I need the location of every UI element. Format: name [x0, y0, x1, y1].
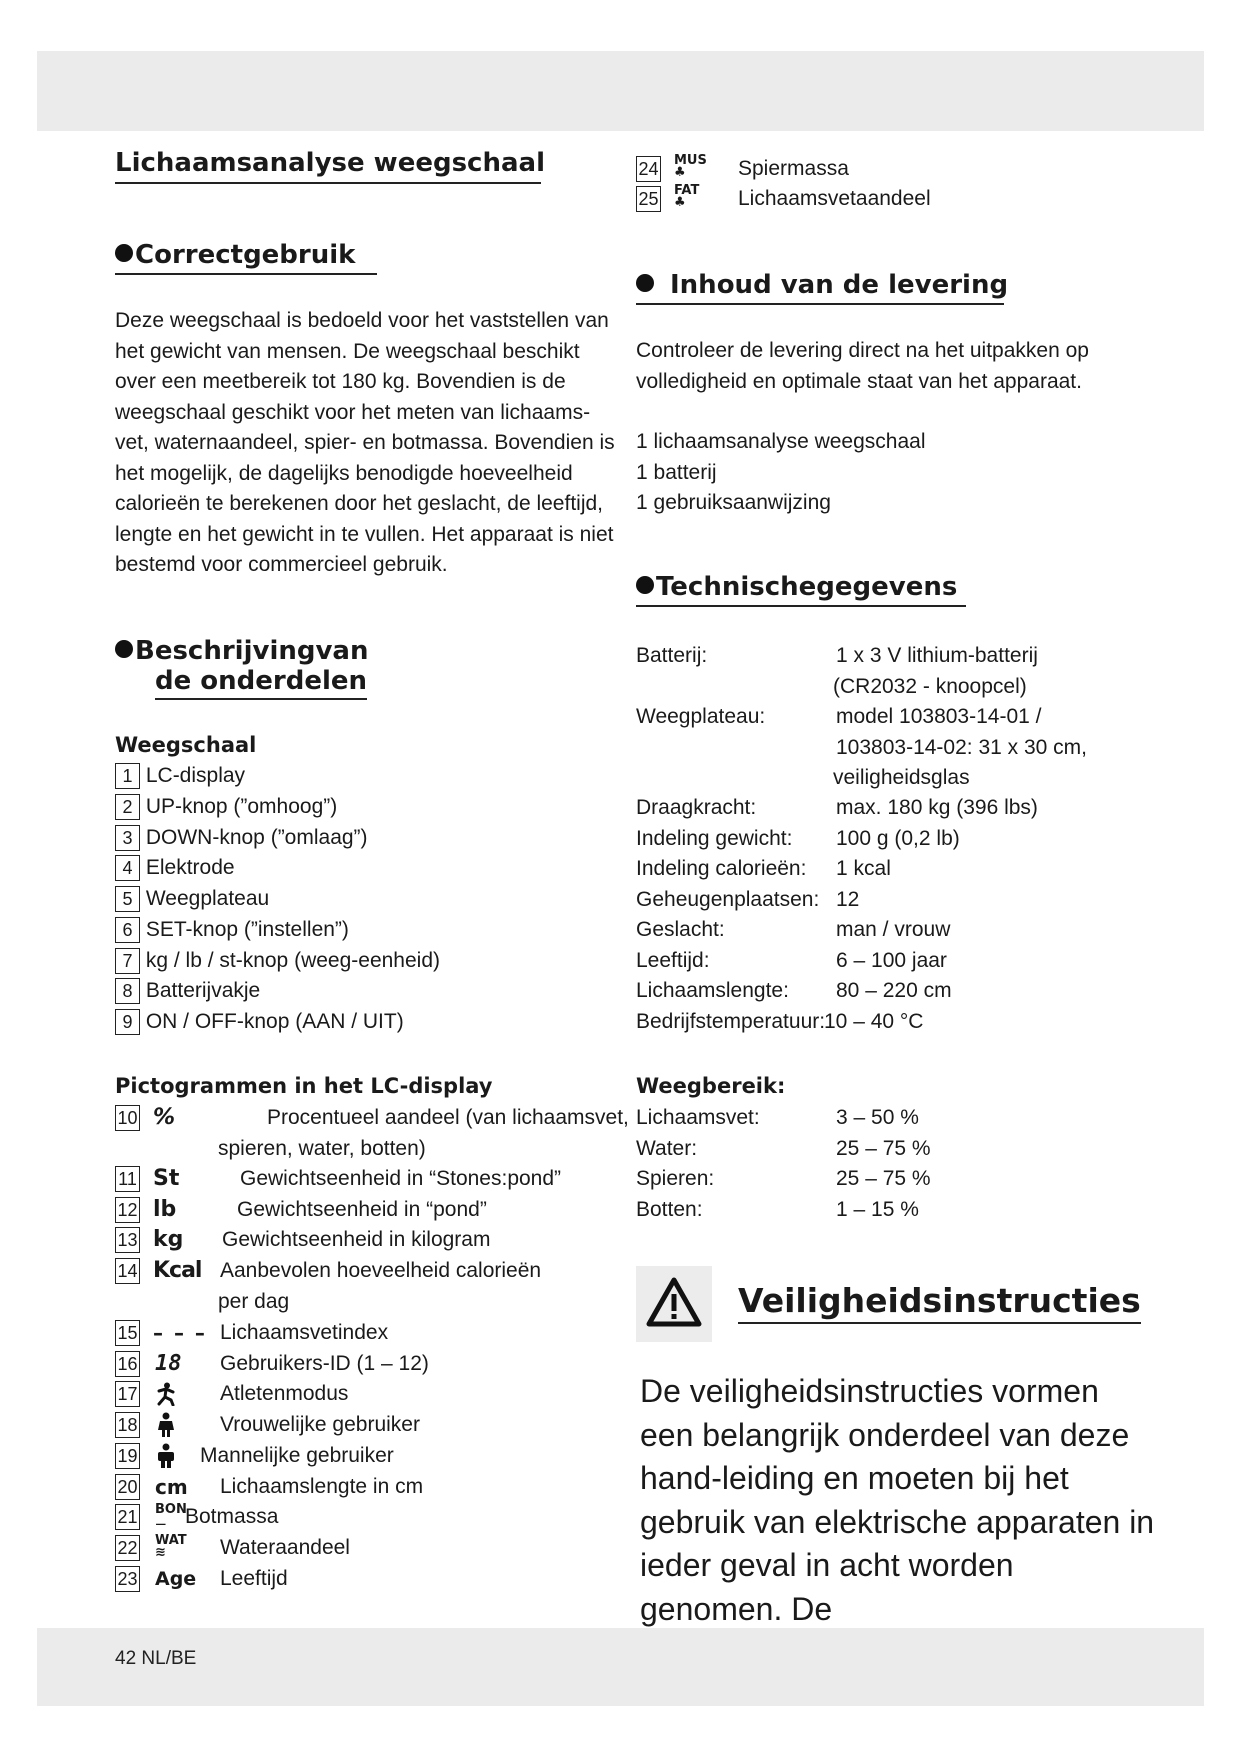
item-label: Gewichtseenheid in “pond” [237, 1198, 487, 1221]
item-label: Lichaamsvetindex [220, 1321, 389, 1344]
list-item [115, 946, 440, 976]
bone-mass-icon-text: BON [155, 1502, 187, 1517]
scale-heading: Weegschaal [115, 733, 257, 757]
item-number: 11 [115, 1166, 140, 1192]
range-key: Spieren: [636, 1167, 715, 1190]
item-number: 12 [115, 1197, 140, 1223]
item-number: 13 [115, 1227, 140, 1253]
range-row [636, 1164, 1156, 1195]
tech-key: Lichaamslengte: [636, 979, 789, 1002]
language-code: NL/BE [141, 1648, 197, 1669]
tech-row [636, 824, 1156, 855]
tech-row [636, 946, 1156, 977]
contents-heading-text: Inhoud van de levering [670, 270, 1009, 300]
item-label: Batterijvakje [145, 979, 261, 1002]
page-number: 42 [115, 1648, 137, 1669]
age-icon: Age [155, 1568, 197, 1590]
pictograms-heading: Pictogrammen in het LC-display [115, 1074, 493, 1098]
item-label: SET-knop (”instellen”) [145, 918, 349, 941]
item-number: 1 [115, 763, 140, 789]
fat-icon-text: FAT [674, 183, 700, 198]
safety-heading: Veiligheidsinstructies [738, 1281, 1141, 1324]
list-item [115, 915, 349, 945]
body-fat-index-icon: – – – [153, 1321, 207, 1345]
tech-value: 10 – 40 °C [824, 1010, 924, 1033]
item-number: 8 [115, 978, 140, 1004]
tech-key: Indeling gewicht: [636, 827, 793, 850]
list-item [115, 1007, 404, 1037]
tech-row [636, 854, 1156, 885]
item-label-continued: spieren, water, botten) [218, 1137, 426, 1160]
pictogram-row [636, 154, 1036, 184]
range-value: 3 – 50 % [836, 1106, 919, 1129]
tech-heading-text: Technischegegevens [656, 572, 958, 602]
tech-key: Bedrijfstemperatuur: [636, 1010, 826, 1033]
item-number: 7 [115, 948, 140, 974]
range-key: Water: [636, 1137, 698, 1160]
parts-heading-line2: de onderdelen [155, 666, 367, 700]
tech-key: Geslacht: [636, 918, 725, 941]
female-user-icon [155, 1412, 177, 1438]
muscle-icon-text: MUS [674, 153, 707, 168]
water-icon: WAT ≋ [155, 1533, 187, 1560]
percent-icon: % [153, 1105, 176, 1130]
range-value: 25 – 75 % [836, 1137, 931, 1160]
bullet-icon [636, 576, 654, 594]
tech-value: max. 180 kg (396 lbs) [836, 796, 1038, 819]
pictogram-row [115, 1502, 645, 1532]
tech-value: 1 kcal [836, 857, 891, 880]
item-label: Lichaamsvetaandeel [738, 187, 931, 210]
pictogram-row [115, 1164, 645, 1194]
item-label: UP-knop (”omhoog”) [145, 795, 338, 818]
pictogram-row [115, 1564, 645, 1594]
tech-key: Leeftijd: [636, 949, 710, 972]
kilogram-icon: kg [153, 1227, 184, 1252]
pictogram-row [115, 1410, 645, 1440]
warning-icon [636, 1266, 712, 1342]
bullet-icon [636, 274, 654, 292]
item-label: Procentueel aandeel (van lichaamsvet, [267, 1106, 629, 1129]
item-label: DOWN-knop (”omlaag”) [145, 826, 368, 849]
pictogram-row [115, 1533, 645, 1563]
item-number: 21 [115, 1504, 140, 1530]
item-number: 20 [115, 1474, 140, 1500]
tech-value: man / vrouw [836, 918, 951, 941]
correct-use-heading-text: Correctgebruik [135, 240, 356, 270]
list-item [115, 823, 368, 853]
contents-intro: Controleer de levering direct na het uitpakken op volledigheid en optimale staat van het apparaat. [636, 339, 1089, 393]
range-value: 1 – 15 % [836, 1198, 919, 1221]
tech-row [636, 641, 1156, 702]
contents-list [636, 427, 926, 519]
tech-value: 80 – 220 cm [836, 979, 952, 1002]
item-label: Mannelijke gebruiker [200, 1444, 394, 1467]
item-label: Atletenmodus [220, 1382, 349, 1405]
item-label: Aanbevolen hoeveelheid calorieën [220, 1259, 542, 1282]
pound-icon: lb [153, 1197, 177, 1222]
item-label: Lichaamslengte in cm [220, 1475, 424, 1498]
pictogram-row [115, 1441, 645, 1471]
safety-text: De veiligheidsinstructies vormen een belangrijk onderdeel van deze hand-leiding en moeten bij het gebruik van elektrische apparaten in ieder geval in acht worden genomen. De [640, 1373, 1155, 1627]
item-number: 15 [115, 1320, 140, 1346]
item-number: 18 [115, 1412, 140, 1438]
bullet-icon [115, 640, 133, 658]
pictogram-row [115, 1195, 645, 1225]
tech-row [636, 915, 1156, 946]
correct-use-text: Deze weegschaal is bedoeld voor het vaststellen van het gewicht van mensen. De weegschaal beschikt over een meetbereik tot 180 kg. Bovendien is de weegschaal geschikt voor het meten van lichaams-vet, waternaandeel, spier- en botmassa. Bovendien is het mogelijk, de dagelijks benodigde hoeveelheid calorieën te berekenen door het geslacht, de leeftijd, lengte en het gewicht in te vullen. Het apparaat is niet bestemd voor commercieel gebruik. [115, 309, 615, 576]
kcal-icon: Kcal [153, 1258, 202, 1283]
pictogram-row [115, 1225, 645, 1255]
range-heading: Weegbereik: [636, 1074, 786, 1098]
pictogram-row [636, 184, 1036, 214]
centimeter-icon: cm [155, 1475, 188, 1499]
item-number: 24 [636, 156, 661, 182]
range-row [636, 1103, 1156, 1134]
header-band [37, 51, 1204, 131]
tech-key: Draagkracht: [636, 796, 757, 819]
pictogram-row [115, 1103, 645, 1133]
item-label: Elektrode [145, 856, 235, 879]
muscle-icon: MUS ♣ [674, 153, 707, 180]
tech-value: 1 x 3 V lithium-batterij [836, 644, 1038, 667]
item-number: 4 [115, 855, 140, 881]
item-label: LC-display [145, 764, 246, 787]
list-item: 1 gebruiksaanwijzing [636, 491, 831, 514]
stones-icon: St [153, 1166, 180, 1191]
item-label: kg / lb / st-knop (weeg-eenheid) [145, 949, 440, 972]
item-number: 3 [115, 825, 140, 851]
tech-row [636, 976, 1156, 1007]
tech-value: model 103803-14-01 / [836, 705, 1042, 728]
footer-band [37, 1628, 1204, 1706]
item-label: Botmassa [185, 1505, 279, 1528]
item-number: 16 [115, 1351, 140, 1377]
tech-value-continued: (CR2032 - knoopcel) [833, 674, 1027, 698]
parts-heading-line1: Beschrijvingvan [135, 636, 369, 666]
user-id-icon: 18 [155, 1351, 182, 1376]
item-number: 2 [115, 794, 140, 820]
tech-value-continued: veiligheidsglas [833, 766, 970, 789]
item-label: Spiermassa [738, 157, 849, 180]
list-item [115, 761, 245, 791]
item-label: Gebruikers-ID (1 – 12) [220, 1352, 429, 1375]
item-number: 23 [115, 1566, 140, 1592]
pictogram-row [115, 1349, 645, 1379]
tech-row [636, 702, 1156, 793]
water-icon-text: WAT [155, 1533, 187, 1548]
parts-heading [115, 636, 368, 700]
item-label: Vrouwelijke gebruiker [220, 1413, 420, 1436]
list-item: 1 batterij [636, 460, 717, 484]
item-number: 22 [115, 1535, 140, 1561]
range-key: Botten: [636, 1198, 703, 1221]
tech-value: 12 [836, 888, 860, 911]
item-label: ON / OFF-knop (AAN / UIT) [145, 1010, 404, 1033]
tech-key: Weegplateau: [636, 705, 766, 728]
tech-value: 6 – 100 jaar [836, 949, 947, 972]
fat-icon: FAT ♣ [674, 183, 700, 210]
item-label-continued: per dag [218, 1290, 290, 1313]
list-item: 1 lichaamsanalyse weegschaal [636, 430, 926, 453]
item-number: 25 [636, 186, 661, 212]
item-label: Gewichtseenheid in kilogram [222, 1228, 491, 1251]
list-item [115, 884, 269, 914]
bone-mass-icon: BON ⚊ [155, 1502, 187, 1529]
tech-value: 100 g (0,2 lb) [836, 827, 960, 850]
item-number: 9 [115, 1009, 140, 1035]
item-number: 5 [115, 886, 140, 912]
athlete-icon [155, 1382, 177, 1406]
tech-row [636, 885, 1156, 916]
range-key: Lichaamsvet: [636, 1106, 760, 1129]
item-label: Weegplateau [145, 887, 270, 910]
warning-box [636, 1266, 712, 1342]
tech-row [636, 793, 1156, 824]
correct-use-heading [115, 240, 377, 275]
pictogram-row [115, 1256, 645, 1286]
item-label: Gewichtseenheid in “Stones:pond” [240, 1167, 562, 1190]
pictogram-row [115, 1472, 645, 1502]
pictogram-row [115, 1379, 645, 1409]
item-label: Leeftijd [220, 1567, 288, 1590]
tech-key: Batterij: [636, 644, 708, 667]
tech-key: Indeling calorieën: [636, 857, 807, 880]
list-item [115, 976, 260, 1006]
item-label: Wateraandeel [220, 1536, 350, 1559]
tech-value-continued: 103803-14-02: 31 x 30 cm, [836, 735, 1087, 759]
list-item [115, 853, 235, 883]
range-row [636, 1134, 1156, 1165]
range-row [636, 1195, 1156, 1226]
tech-key: Geheugenplaatsen: [636, 888, 820, 911]
list-item [115, 792, 337, 822]
page-footer [115, 1648, 196, 1670]
range-value: 25 – 75 % [836, 1167, 931, 1190]
contents-heading [636, 270, 1009, 305]
item-number: 19 [115, 1443, 140, 1469]
item-number: 14 [115, 1258, 140, 1284]
male-user-icon [155, 1443, 177, 1469]
tech-row [636, 1007, 1156, 1038]
page-title: Lichaamsanalyse weegschaal [115, 148, 541, 184]
bullet-icon [115, 244, 133, 262]
item-number: 10 [115, 1105, 140, 1131]
item-number: 6 [115, 917, 140, 943]
pictogram-row [115, 1318, 645, 1348]
tech-heading [636, 572, 966, 607]
item-number: 17 [115, 1381, 140, 1407]
